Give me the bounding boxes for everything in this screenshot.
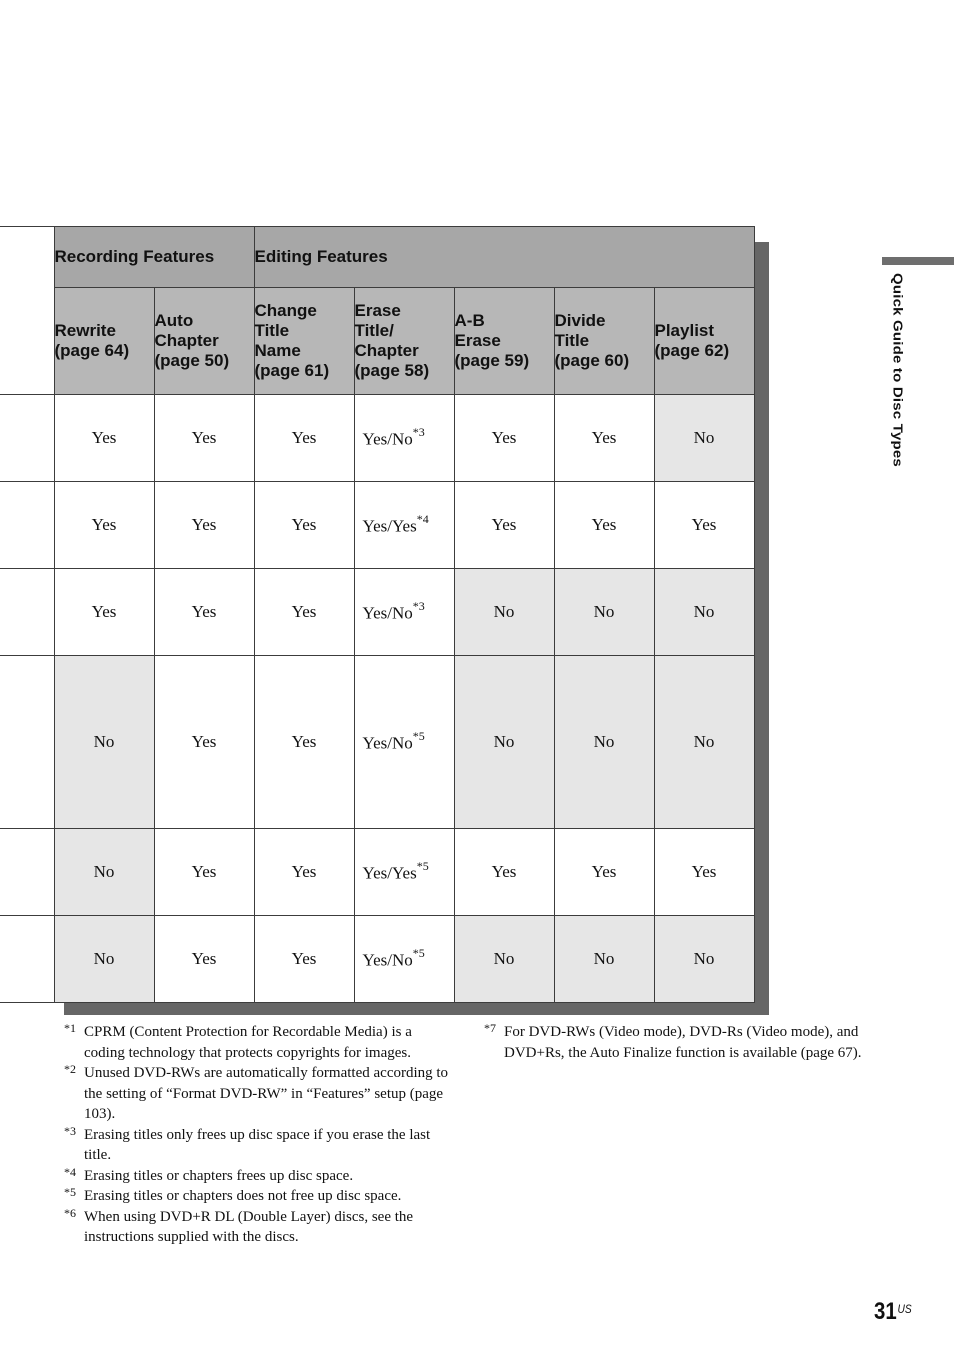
footnotes-right-column — [484, 1022, 864, 1063]
group-header-editing: Editing Features — [254, 227, 754, 288]
table-row — [0, 829, 754, 916]
cell-ab-erase: No — [454, 656, 554, 829]
col-header-rewrite: Rewrite (page 64) — [54, 288, 154, 395]
table-row — [0, 395, 754, 482]
col-header-erase-title-chapter: Erase Title/ Chapter (page 58) — [354, 288, 454, 395]
stub-cell — [0, 569, 54, 656]
cell-auto-chapter: Yes — [154, 482, 254, 569]
footnote: *3 Erasing titles only frees up disc space if you erase the last title. — [64, 1123, 431, 1163]
cell-ab-erase: Yes — [454, 395, 554, 482]
cell-ab-erase: Yes — [454, 829, 554, 916]
cell-ab-erase: No — [454, 916, 554, 1003]
cell-change-title: Yes — [254, 395, 354, 482]
footnotes-left-column — [64, 1022, 449, 1248]
cell-ab-erase: Yes — [454, 482, 554, 569]
cell-rewrite: Yes — [54, 482, 154, 569]
stub-cell — [0, 829, 54, 916]
col-header-playlist: Playlist (page 62) — [654, 288, 754, 395]
footnote: *4 Erasing titles or chapters frees up disc space. — [64, 1164, 354, 1184]
section-tab-label: Quick Guide to Disc Types — [890, 273, 905, 467]
stub-cell — [0, 482, 54, 569]
cell-erase: Yes/No$^{*3}$ — [354, 395, 454, 482]
cell-divide: Yes — [554, 829, 654, 916]
cell-playlist: Yes — [654, 482, 754, 569]
cell-auto-chapter: Yes — [154, 829, 254, 916]
cell-rewrite: No — [54, 916, 154, 1003]
cell-auto-chapter: Yes — [154, 569, 254, 656]
cell-playlist: No — [654, 569, 754, 656]
cell-erase: Yes/No$^{*3}$ — [354, 569, 454, 656]
cell-change-title: Yes — [254, 656, 354, 829]
cell-auto-chapter: Yes — [154, 916, 254, 1003]
cell-erase: Yes/No$^{*5}$ — [354, 916, 454, 1003]
footnote: *7 For DVD-RWs (Video mode), DVD-Rs (Video mode), and DVD+Rs, the Auto Finalize function is available (page 67). — [484, 1021, 862, 1061]
cell-divide: Yes — [554, 482, 654, 569]
section-tab-bar — [882, 257, 954, 265]
footnote: *5 Erasing titles or chapters does not free up disc space. — [64, 1185, 402, 1204]
cell-ab-erase: No — [454, 569, 554, 656]
table-row — [0, 569, 754, 656]
footnote-ref: *3 — [412, 424, 425, 439]
col-header-auto-chapter: Auto Chapter (page 50) — [154, 288, 254, 395]
stub-header-cell — [0, 227, 54, 395]
features-table — [0, 226, 755, 1003]
footnote-ref: *3 — [412, 598, 425, 613]
cell-rewrite: No — [54, 829, 154, 916]
cell-erase: Yes/No$^{*5}$ — [354, 656, 454, 829]
cell-divide: No — [554, 656, 654, 829]
stub-cell — [0, 656, 54, 829]
cell-change-title: Yes — [254, 916, 354, 1003]
cell-playlist: No — [654, 395, 754, 482]
footnote: *2 Unused DVD-RWs are automatically formatted according to the setting of “Format DVD-RW” in “Features” setup (page 103). — [64, 1062, 449, 1122]
cell-erase: Yes/Yes$^{*4}$ — [354, 482, 454, 569]
cell-rewrite: Yes — [54, 395, 154, 482]
cell-auto-chapter: Yes — [154, 395, 254, 482]
cell-rewrite: No — [54, 656, 154, 829]
footnote-ref: *5 — [416, 858, 429, 873]
stub-cell — [0, 916, 54, 1003]
table-row — [0, 656, 754, 829]
page-number: $31^{US}$ — [874, 1298, 912, 1325]
table-row — [0, 482, 754, 569]
col-header-divide-title: Divide Title (page 60) — [554, 288, 654, 395]
stub-cell — [0, 395, 54, 482]
cell-auto-chapter: Yes — [154, 656, 254, 829]
cell-change-title: Yes — [254, 829, 354, 916]
cell-divide: No — [554, 916, 654, 1003]
group-header-recording: Recording Features — [54, 227, 254, 288]
page-number-suffix: US — [897, 1302, 912, 1316]
cell-playlist: No — [654, 916, 754, 1003]
cell-change-title: Yes — [254, 482, 354, 569]
cell-erase: Yes/Yes$^{*5}$ — [354, 829, 454, 916]
col-header-change-title-name: Change Title Name (page 61) — [254, 288, 354, 395]
footnote-ref: *4 — [416, 511, 429, 526]
cell-change-title: Yes — [254, 569, 354, 656]
cell-playlist: No — [654, 656, 754, 829]
footnote: *6 When using DVD+R DL (Double Layer) discs, see the instructions supplied with the discs. — [64, 1205, 414, 1245]
cell-divide: Yes — [554, 395, 654, 482]
cell-rewrite: Yes — [54, 569, 154, 656]
cell-divide: No — [554, 569, 654, 656]
table-row — [0, 916, 754, 1003]
cell-playlist: Yes — [654, 829, 754, 916]
col-header-ab-erase: A-B Erase (page 59) — [454, 288, 554, 395]
footnote-ref: *5 — [412, 728, 425, 743]
footnote: *1 CPRM (Content Protection for Recordable Media) is a coding technology that protects copyrights for images. — [64, 1021, 412, 1061]
footnote-ref: *5 — [412, 945, 425, 960]
